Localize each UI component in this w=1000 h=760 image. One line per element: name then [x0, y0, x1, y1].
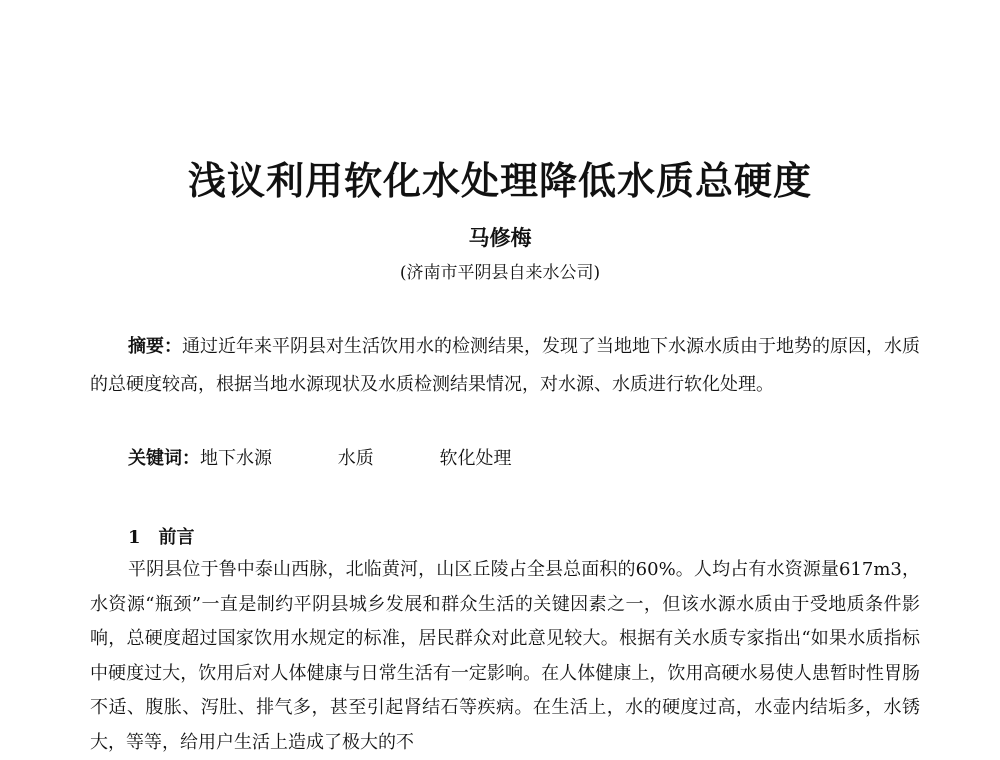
author-affiliation: (济南市平阴县自来水公司) — [399, 263, 601, 283]
section-number: 1 — [128, 527, 141, 548]
paper-title: 浅议利用软化水处理降低水质总硬度 — [187, 158, 812, 203]
section-title: 前言 — [158, 527, 195, 548]
abstract-text: 通过近年来平阴县对生活饮用水的检测结果，发现了当地地下水源水质由于地势的原因，水质的总硬度较高，根据当地水源现状及水质检测结果情况，对水源、水质进行软化处理。 — [90, 336, 920, 395]
abstract-label: 摘要： — [128, 336, 182, 357]
keyword-item: 水质 — [337, 448, 374, 469]
section-heading — [128, 523, 195, 549]
keyword-item: 地下水源 — [200, 448, 272, 469]
abstract — [90, 328, 920, 404]
keywords-label: 关键词： — [128, 448, 200, 469]
author-name: 马修梅 — [468, 225, 532, 250]
keywords — [128, 444, 511, 474]
body-paragraph: 平阴县位于鲁中泰山西脉，北临黄河，山区丘陵占全县总面积的60%。人均占有水资源量617m3，水资源“瓶颈”一直是制约平阴县城乡发展和群众生活的关键因素之一，但该水源水质由于受地质条件影响，总硬度超过国家饮用水规定的标准，居民群众对此意见较大。根据有关水质专家指出“如果水质指标中硬度过大，饮用后对人体健康与日常生活有一定影响。在人体健康上，饮用高硬水易使人患暂时性胃肠不适、腹胀、泻肚、排气多，甚至引起肾结石等疾病。在生活上，水的硬度过高，水壶内结垢多，水锈大，等等，给用户生活上造成了极大的不 — [90, 559, 920, 753]
keyword-item: 软化处理 — [439, 448, 512, 469]
